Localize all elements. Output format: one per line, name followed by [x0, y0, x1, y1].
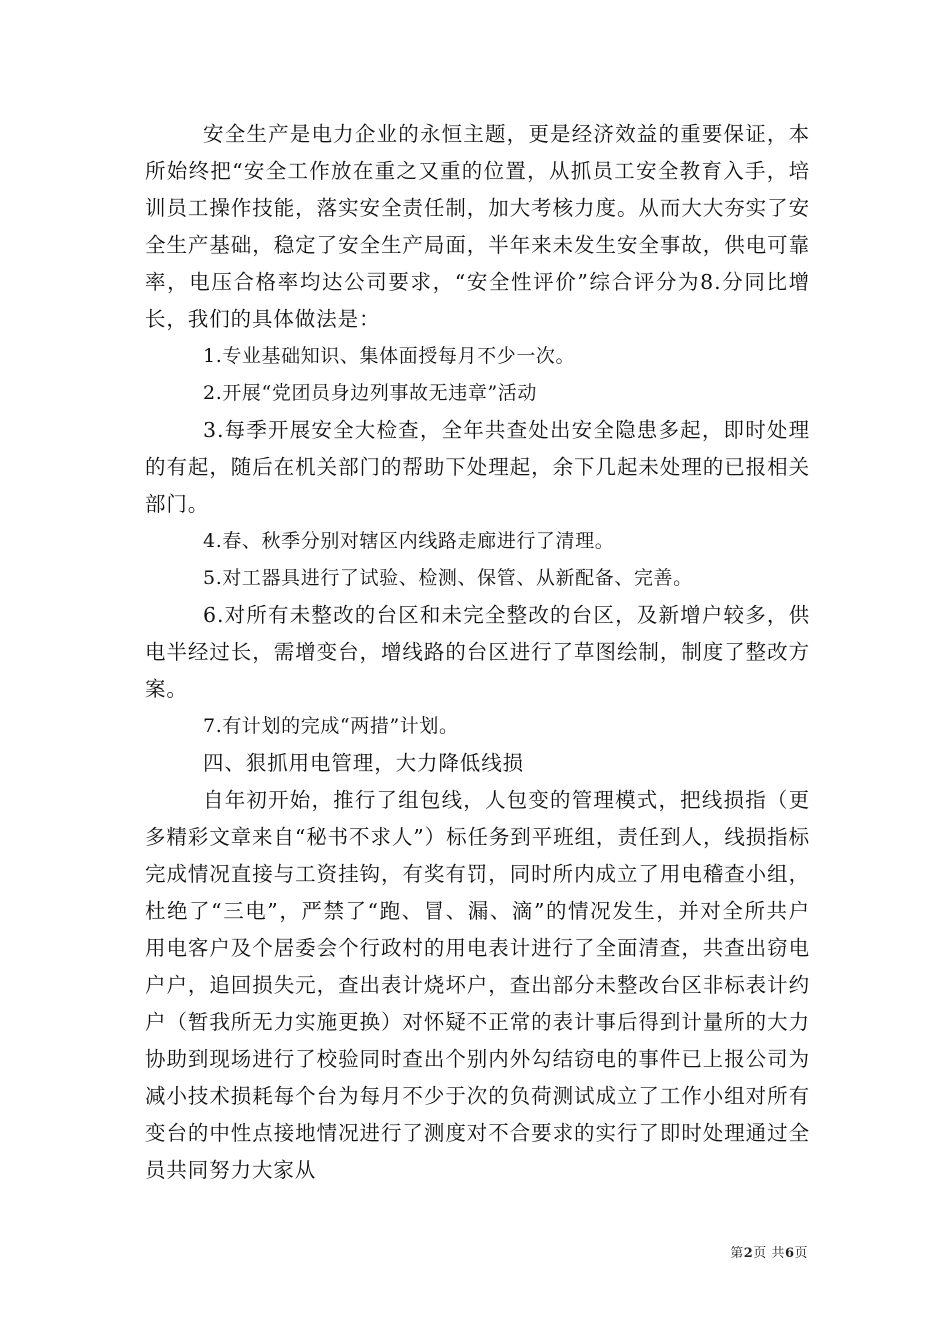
list-item-2: 2.开展“党团员身边列事故无违章”活动: [203, 382, 537, 404]
footer-total-pages: 6: [784, 1246, 795, 1261]
footer-page-number: 2: [743, 1246, 754, 1261]
list-item-5: 5.对工器具进行了试验、检测、保管、从新配备、完善。: [203, 567, 693, 589]
list-item-4: 4.春、秋季分别对辖区内线路走廊进行了清理。: [203, 530, 615, 552]
list-item-3: 3.每季开展安全大检查，全年共查处出安全隐患多起，即时处理的有起，随后在机关部门的帮助下处理起，余下几起未处理的已报相关部门。: [145, 418, 810, 516]
paragraph-power-management: 自年初开始，推行了组包线，人包变的管理模式，把线损指（更多精彩文章来自“秘书不求人”）标任务到平班组，责任到人，线损指标完成情况直接与工资挂钩，有奖有罚，同时所内成立了用电稽查小组，杜绝了“三电”，严禁了“跑、冒、漏、滴”的情况发生，并对全所共户用电客户及个居委会个行政村的用电表计进行了全面清查，共查出窃电户户，追回损失元，查出表计烧坏户，查出部分未整改台区非标表计约户（暂我所无力实施更换）对怀疑不正常的表计事后得到计量所的大力协助到现场进行了校验同时查出个别内外勾结窃电的事件已上报公司为减小技术损耗每个台为每月不少于次的负荷测试成立了工作小组对所有变台的中性点接地情况进行了测度对不合要求的实行了即时处理通过全员共同努力大家从: [145, 788, 810, 1182]
list-item-1: 1.专业基础知识、集体面授每月不少一次。: [203, 345, 576, 367]
footer-middle: 页 共: [753, 1246, 785, 1261]
page-footer: [730, 1242, 808, 1261]
footer-prefix: 第: [730, 1246, 744, 1261]
list-item-7: 7.有计划的完成“两措”计划。: [203, 715, 459, 737]
list-item-6: 6.对所有未整改的台区和未完全整改的台区，及新增户较多，供电半经过长，需增变台，增线路的台区进行了草图绘制，制度了整改方案。: [145, 603, 810, 701]
paragraph-safety-intro: 安全生产是电力企业的永恒主题，更是经济效益的重要保证，本所始终把“安全工作放在重之又重的位置，从抓员工安全教育入手，培训员工操作技能，落实安全责任制，加大考核力度。从而大大夯实了安全生产基础，稳定了安全生产局面，半年来未发生安全事故，供电可靠率，电压合格率均达公司要求，“安全性评价”综合评分为8.分同比增长，我们的具体做法是：: [145, 122, 810, 331]
section-heading-4: 四、狠抓用电管理，大力降低线损: [203, 751, 524, 775]
document-body: [145, 116, 810, 1189]
footer-suffix: 页: [794, 1246, 808, 1261]
